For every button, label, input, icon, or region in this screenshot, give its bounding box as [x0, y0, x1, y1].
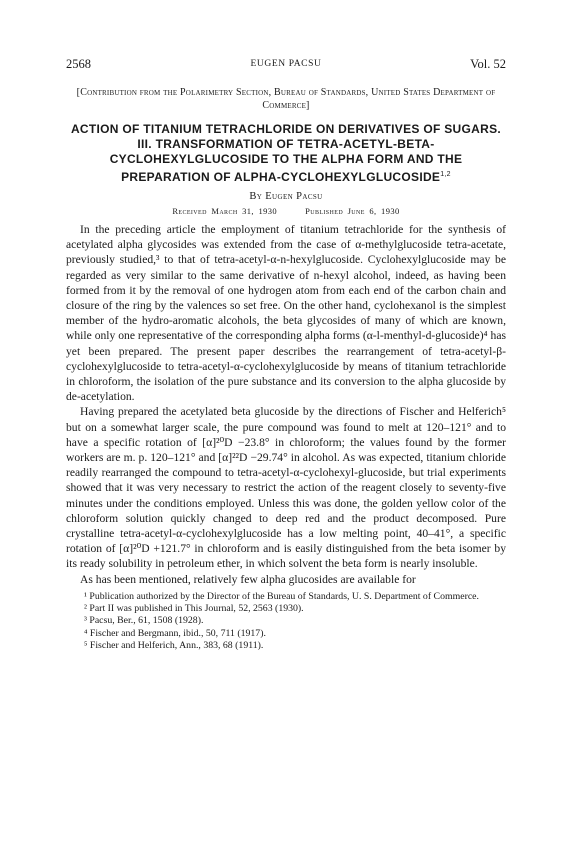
published-date: Published June 6, 1930: [305, 206, 400, 216]
contribution-note: [Contribution from the Polarimetry Section, Bureau of Standards, United States Department of Commerce]: [76, 87, 496, 111]
footnotes: [66, 591, 506, 652]
footnote: ⁴ Fischer and Bergmann, ibid., 50, 711 (1917).: [84, 627, 266, 639]
received-date: Received March 31, 1930: [172, 206, 278, 216]
title-footnote-marks: 1,2: [440, 171, 451, 178]
footnote: ⁵ Fischer and Helferich, Ann., 383, 68 (1911).: [84, 640, 264, 652]
article-title: [66, 122, 506, 185]
paragraph: Having prepared the acetylated beta glucoside by the directions of Fischer and Helferich⁵ but on a somewhat larger scale, the pure compound was found to melt at 120–121° and to have a specific rotation of [α]²⁰D −23.8° in chloroform; the values found by the former workers are m. p. 120–121° and [α]²²D −29.74° in alcohol. As was expected, titanium chloride readily rearranged the compound to tetra-acetyl-α-cyclohexyl-glucoside, but trial experiments showed that it was very necessary to restrict the action of the reagent closely to seventy-five minutes under the conditions employed. Unless this was done, the golden yellow color of the chloroform solution quickly changed to deep red and the product decomposed. Pure crystalline tetra-acetyl-α-cyclohexylglucoside has a low melting point, 40–41°, a specific rotation of [α]²⁰D +121.7° in chloroform and is easily distinguished from the beta isomer by its ready solubility in petroleum ether, in which solvent the beta form is nearly insoluble.: [66, 405, 506, 571]
volume-number: Vol. 52: [470, 57, 506, 71]
footnote: ³ Pacsu, Ber., 61, 1508 (1928).: [84, 615, 204, 627]
running-head-author: EUGEN PACSU: [250, 59, 322, 69]
article-body: [66, 222, 506, 587]
page-number: 2568: [66, 57, 91, 71]
paragraph: As has been mentioned, relatively few alpha glucosides are available for: [80, 572, 416, 586]
footnote: ² Part II was published in This Journal, 52, 2563 (1930).: [84, 603, 304, 615]
paragraph: In the preceding article the employment of titanium tetrachloride for the synthesis of acetylated alpha glycosides was extended from the case of α-methylglucoside tetra-acetate, previously studied,³ to that of tetra-acetyl-α-n-hexylglucoside. Cyclohexylglucoside may be regarded as very similar to the same derivative of n-hexyl alcohol, indeed, as having been formed from it by the removal of one hydrogen atom from each end of the carbon chain and closure of the ring by the valences so set free. On the other hand, cyclohexanol is the simplest member of the hydro-aromatic alcohols, the beta glycosides of many of which are known, while only one representative of the corresponding alpha forms (α-l-menthyl-d-glucoside)⁴ has yet been prepared. The present paper describes the rearrangement of tetra-acetyl-β-cyclohexylglucoside to tetra-acetyl-α-cyclohexylglucoside by means of titanium tetrachloride in chloroform, the isolation of the pure substance and its conversion to the alpha glucoside by de-acetylation.: [66, 223, 506, 404]
footnote: ¹ Publication authorized by the Director of the Bureau of Standards, U. S. Department of Commerce.: [84, 590, 479, 602]
dates-line: [66, 206, 506, 216]
byline: By Eugen Pacsu: [249, 191, 323, 202]
article-title-text: ACTION OF TITANIUM TETRACHLORIDE ON DERIVATIVES OF SUGARS. III. TRANSFORMATION OF TETRA-ACETYL-BETA-CYCLOHEXYLGLUCOSIDE TO THE ALPHA FORM AND THE PREPARATION OF ALPHA-CYCLOHEXYLGLUCOSIDE: [70, 122, 502, 184]
running-head: [66, 56, 506, 72]
